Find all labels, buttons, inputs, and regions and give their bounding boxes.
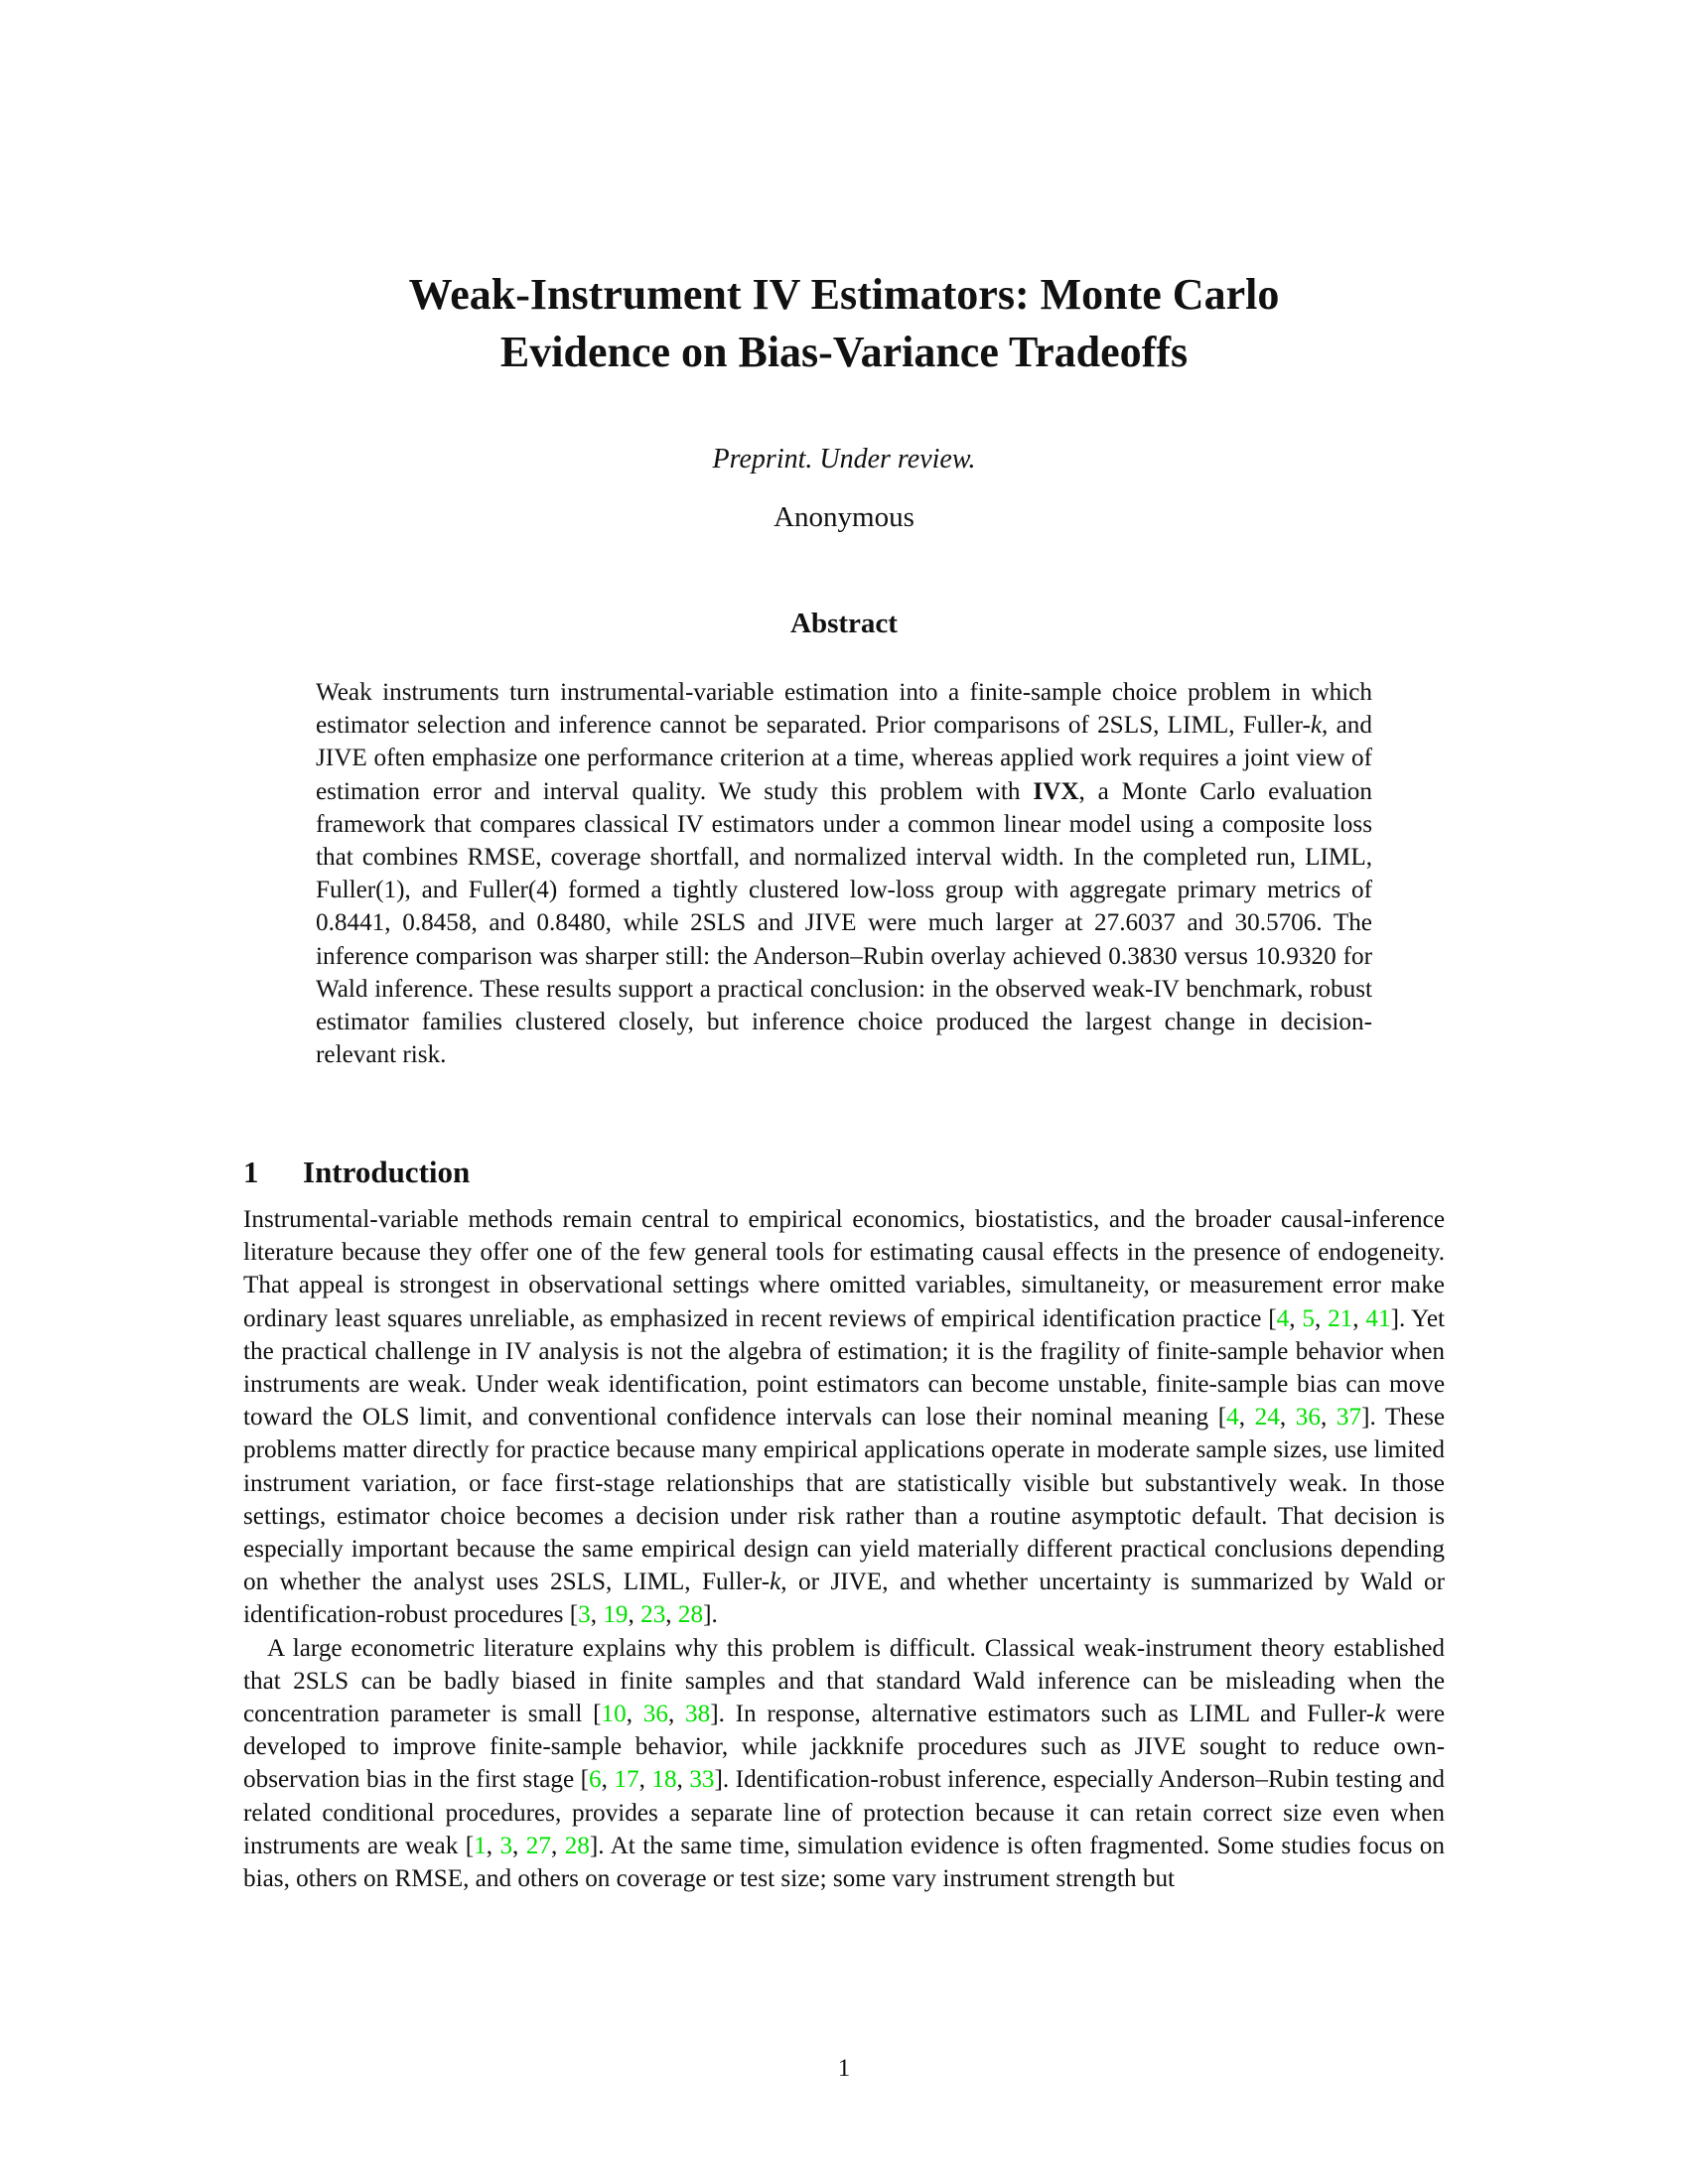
- citation-link[interactable]: 36: [1295, 1404, 1321, 1432]
- citation-link[interactable]: 4: [1276, 1304, 1290, 1332]
- text: A large econometric literature explains why this problem is difficult. Classical weak-instrument theory established that 2SLS can be badly biased in finite samples and that standard Wald inference can be misleading when the concentration parameter is small: [243, 1634, 1445, 1728]
- citation-link[interactable]: 10: [601, 1701, 627, 1728]
- citation-link[interactable]: 18: [651, 1766, 677, 1794]
- abstract-part: , and JIVE often emphasize one performance criterion at a time, whereas applied work requires a joint view of estimation error and interval quality. We study this problem with: [316, 712, 1372, 805]
- text: . In response, alternative estimators such as LIML and Fuller-: [718, 1701, 1375, 1728]
- citation-link[interactable]: 23: [640, 1601, 666, 1629]
- text: Instrumental-variable methods remain central to empirical economics, biostatistics, and the broader causal-inference literature because they offer one of the few general tools for estimating causal effects in the presence of endogeneity. That appeal is strongest in observational settings where omitted variables, simultaneity, or measurement error make ordinary least squares unreliable, as emphasized in recent reviews of empirical identification practice: [243, 1206, 1445, 1332]
- text: were developed to improve finite-sample behavior, while jackknife procedures such as JIVE sought to reduce own-observation bias in the first stage: [243, 1701, 1446, 1794]
- text: , or JIVE, and whether uncertainty is summarized by Wald or identification-robust procedures: [243, 1569, 1445, 1629]
- citation-link[interactable]: 28: [564, 1832, 590, 1859]
- citation-link[interactable]: 19: [603, 1601, 629, 1629]
- text: . Yet the practical challenge in IV analysis is not the algebra of estimation; it is the fragility of finite-sample behavior when instruments are weak. Under weak identification, point estimators can become unstable, finite-sample bias can move toward the OLS limit, and conventional confidence intervals can lose their nominal meaning: [243, 1304, 1446, 1432]
- paper-title: [199, 266, 1489, 381]
- citation-link[interactable]: 1: [474, 1832, 487, 1859]
- citation-link[interactable]: 6: [589, 1766, 602, 1794]
- review-status: Preprint. Under review.: [712, 444, 976, 475]
- abstract-heading: Abstract: [790, 608, 898, 639]
- paragraph-2: A large econometric literature explains why this problem is difficult. Classical weak-instrument theory established that 2SLS can be badly biased in finite samples and that standard Wald inference can be misleading when the concentration parameter is small [10, 36, 38]. In response, alternative estimators such as LIML and Fuller-k were developed to improve finite-sample behavior, while jackknife procedures such as JIVE sought to reduce own-observation bias in the first stage [6, 17, 18, 33]. Identification-robust inference, especially Anderson–Rubin testing and related conditional procedures, provides a separate line of protection because it can retain correct size even when instruments are weak [1, 3, 27, 28]. At the same time, simulation evidence is often fragmented. Some studies focus on bias, others on RMSE, and others on coverage or test size; some vary instrument strength but: [243, 1634, 1446, 1893]
- math-k: k: [1310, 712, 1323, 740]
- title-line-1: Weak-Instrument IV Estimators: Monte Carlo: [408, 270, 1280, 319]
- title-line-2: Evidence on Bias-Variance Tradeoffs: [499, 328, 1189, 376]
- text: . These problems matter directly for practice because many empirical applications operate in moderate sample sizes, use limited instrument variation, or face first-stage relationships that are statistically visible but substantively weak. In those settings, estimator choice becomes a decision under risk rather than a routine asymptotic default. That decision is especially important because the same empirical design can yield materially different practical conclusions depending on whether the analyst uses 2SLS, LIML, Fuller-: [243, 1404, 1446, 1596]
- section-number: 1: [243, 1155, 259, 1189]
- paragraph-1: Instrumental-variable methods remain central to empirical economics, biostatistics, and the broader causal-inference literature because they offer one of the few general tools for estimating causal effects in the presence of endogeneity. That appeal is strongest in observational settings where omitted variables, simultaneity, or measurement error make ordinary least squares unreliable, as emphasized in recent reviews of empirical identification practice [4, 5, 21, 41]. Yet the practical challenge in IV analysis is not the algebra of estimation; it is the fragility of finite-sample behavior when instruments are weak. Under weak identification, point estimators can become unstable, finite-sample bias can move toward the OLS limit, and conventional confidence intervals can lose their nominal meaning [4, 24, 36, 37]. These problems matter directly for practice because many empirical applications operate in moderate sample sizes, use limited instrument variation, or face first-stage relationships that are statistically visible but substantively weak. In those settings, estimator choice becomes a decision under risk rather than a routine asymptotic default. That decision is especially important because the same empirical design can yield materially different practical conclusions depending on whether the analyst uses 2SLS, LIML, Fuller-k, or JIVE, and whether uncertainty is summarized by Wald or identification-robust procedures [3, 19, 23, 28].: [243, 1206, 1446, 1629]
- citation-link[interactable]: 24: [1254, 1404, 1280, 1432]
- page-number: 1: [837, 2055, 851, 2082]
- text: . At the same time, simulation evidence is often fragmented. Some studies focus on bias, others on RMSE, and others on coverage or test size; some vary instrument strength but: [243, 1832, 1445, 1893]
- citation-link[interactable]: 38: [685, 1701, 711, 1728]
- introduction-body: [243, 1203, 1445, 1895]
- section-heading-introduction: [243, 1155, 470, 1190]
- citation-link[interactable]: 28: [677, 1601, 704, 1629]
- abstract-part: Weak instruments turn instrumental-variable estimation into a finite-sample choice problem in which estimator selection and inference cannot be separated. Prior comparisons of 2SLS, LIML, Fuller-: [316, 679, 1372, 740]
- citation-link[interactable]: 4: [1226, 1404, 1239, 1432]
- citation-link[interactable]: 41: [1365, 1304, 1391, 1332]
- author: Anonymous: [774, 501, 914, 533]
- citation-link[interactable]: 37: [1336, 1404, 1362, 1432]
- citation-link[interactable]: 36: [642, 1701, 668, 1728]
- text: .: [711, 1601, 718, 1629]
- citation-link[interactable]: 17: [614, 1766, 639, 1794]
- citation-link[interactable]: 21: [1328, 1304, 1353, 1332]
- math-k: k: [770, 1569, 781, 1596]
- citation-link[interactable]: 33: [689, 1766, 715, 1794]
- citation-link[interactable]: 5: [1302, 1304, 1315, 1332]
- citation-link[interactable]: 3: [578, 1601, 591, 1629]
- citation-link[interactable]: 27: [525, 1832, 551, 1859]
- text: . Identification-robust inference, especially Anderson–Rubin testing and related conditional procedures, provides a separate line of protection because it can retain correct size even when instruments are weak: [243, 1766, 1446, 1859]
- framework-name: IVX: [1033, 777, 1079, 805]
- math-k: k: [1374, 1701, 1386, 1728]
- abstract-text: [316, 676, 1372, 1071]
- section-title: Introduction: [303, 1155, 471, 1189]
- abstract-part: , a Monte Carlo evaluation framework that compares classical IV estimators under a common linear model using a composite loss that combines RMSE, coverage shortfall, and normalized interval width. In the completed run, LIML, Fuller(1), and Fuller(4) formed a tightly clustered low-loss group with aggregate primary metrics of 0.8441, 0.8458, and 0.8480, while 2SLS and JIVE were much larger at 27.6037 and 30.5706. The inference comparison was sharper still: the Anderson–Rubin overlay achieved 0.3830 versus 10.9320 for Wald inference. These results support a practical conclusion: in the observed weak-IV benchmark, robust estimator families clustered closely, but inference choice produced the largest change in decision-relevant risk.: [316, 777, 1372, 1069]
- citation-link[interactable]: 3: [499, 1832, 513, 1859]
